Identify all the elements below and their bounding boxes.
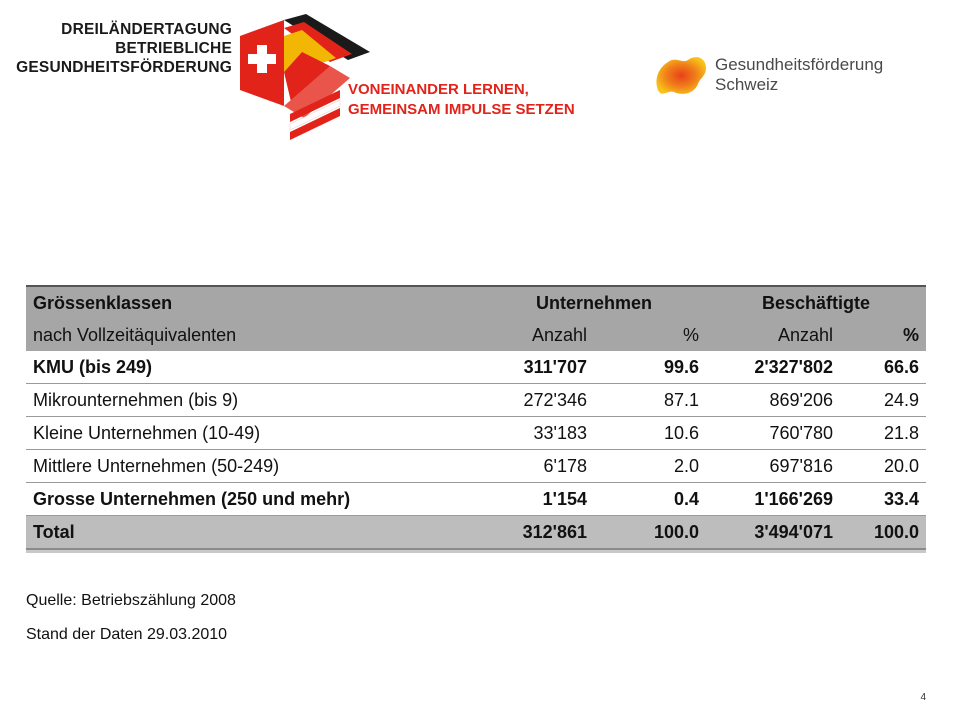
enterprise-pct: 100.0 xyxy=(594,516,706,550)
header-enterprises: Unternehmen xyxy=(482,286,706,319)
row-label: Mikrounternehmen (bis 9) xyxy=(26,384,482,417)
gesundheitsfoerderung-logo-icon xyxy=(652,50,710,100)
page-number: 4 xyxy=(920,692,926,703)
employee-pct: 24.9 xyxy=(840,384,926,417)
enterprise-count: 33'183 xyxy=(482,417,594,450)
enterprise-count: 312'861 xyxy=(482,516,594,550)
employee-pct: 100.0 xyxy=(840,516,926,550)
enterprise-pct: 0.4 xyxy=(594,483,706,516)
header-employees: Beschäftigte xyxy=(706,286,926,319)
employee-count: 3'494'071 xyxy=(706,516,840,550)
enterprise-count: 272'346 xyxy=(482,384,594,417)
row-label: KMU (bis 249) xyxy=(26,351,482,384)
total-row xyxy=(26,516,926,550)
table-row xyxy=(26,351,926,384)
partner-name-line: Gesundheitsförderung xyxy=(715,55,884,74)
conference-title-line: DREILÄNDERTAGUNG xyxy=(61,21,232,38)
enterprise-count: 1'154 xyxy=(482,483,594,516)
source-note: Quelle: Betriebszählung 2008 xyxy=(26,592,236,609)
table-row xyxy=(26,450,926,483)
slogan-line: GEMEINSAM IMPULSE SETZEN xyxy=(348,101,575,118)
partner-name xyxy=(715,55,883,95)
subheader-enterprise-pct: % xyxy=(594,319,706,351)
table-row xyxy=(26,483,926,516)
employee-pct: 33.4 xyxy=(840,483,926,516)
employee-count: 697'816 xyxy=(706,450,840,483)
employee-count: 869'206 xyxy=(706,384,840,417)
subheader-employee-pct: % xyxy=(840,319,926,351)
subheader-fte: nach Vollzeitäquivalenten xyxy=(26,319,482,351)
subheader-enterprise-count: Anzahl xyxy=(482,319,594,351)
table-row xyxy=(26,384,926,417)
slogan-line: VONEINANDER LERNEN, xyxy=(348,81,529,98)
row-label: Total xyxy=(26,516,482,550)
row-label: Mittlere Unternehmen (50-249) xyxy=(26,450,482,483)
table-header-row xyxy=(26,286,926,319)
employee-count: 2'327'802 xyxy=(706,351,840,384)
table-row xyxy=(26,417,926,450)
enterprise-pct: 10.6 xyxy=(594,417,706,450)
employee-pct: 21.8 xyxy=(840,417,926,450)
enterprise-pct: 2.0 xyxy=(594,450,706,483)
table-subheader-row xyxy=(26,319,926,351)
partner-name-line: Schweiz xyxy=(715,75,779,94)
enterprise-pct: 87.1 xyxy=(594,384,706,417)
employee-count: 760'780 xyxy=(706,417,840,450)
employee-pct: 20.0 xyxy=(840,450,926,483)
enterprise-count: 6'178 xyxy=(482,450,594,483)
conference-title xyxy=(12,20,232,77)
header-size-classes: Grössenklassen xyxy=(26,286,482,319)
enterprise-count: 311'707 xyxy=(482,351,594,384)
employee-pct: 66.6 xyxy=(840,351,926,384)
conference-title-line: BETRIEBLICHE xyxy=(115,40,232,57)
conference-title-line: GESUNDHEITSFÖRDERUNG xyxy=(16,59,232,76)
row-label: Kleine Unternehmen (10-49) xyxy=(26,417,482,450)
slogan xyxy=(348,80,575,120)
row-label: Grosse Unternehmen (250 und mehr) xyxy=(26,483,482,516)
enterprise-size-table xyxy=(26,285,926,550)
three-country-logo-icon xyxy=(240,14,370,142)
employee-count: 1'166'269 xyxy=(706,483,840,516)
subheader-employee-count: Anzahl xyxy=(706,319,840,351)
data-date-note: Stand der Daten 29.03.2010 xyxy=(26,626,228,643)
enterprise-pct: 99.6 xyxy=(594,351,706,384)
